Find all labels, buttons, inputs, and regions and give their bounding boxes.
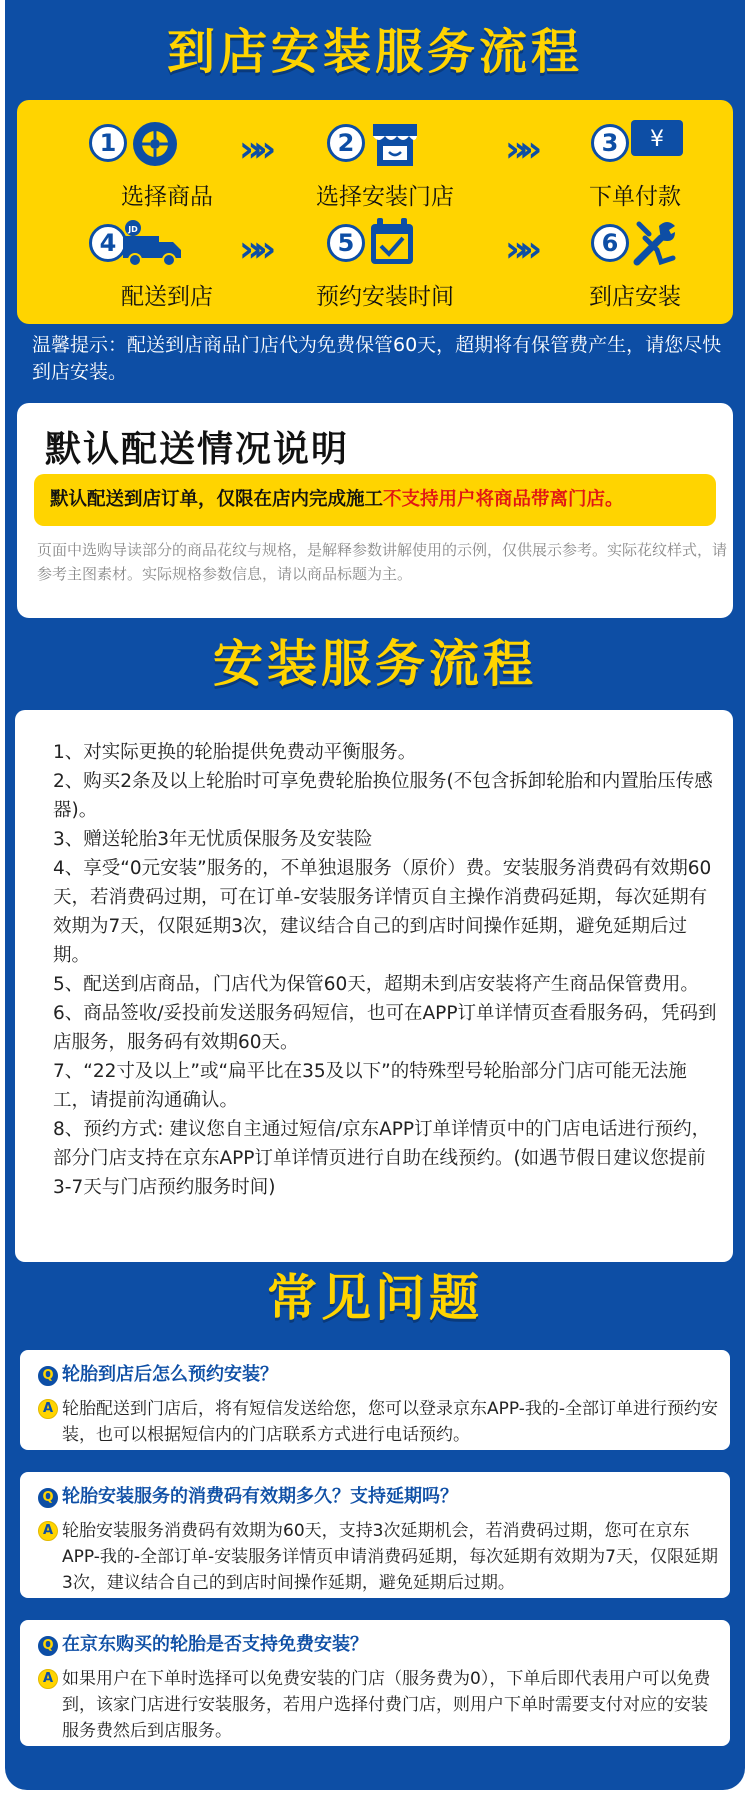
- faq-question: [38, 1632, 718, 1658]
- arrow-icon: »: [505, 129, 521, 170]
- page-title: 到店安装服务流程: [166, 24, 583, 80]
- faq-answer-text: 如果用户在下单时选择可以免费安装的门店（服务费为0），下单后即代表用户可以免费到，该家门店进行安装服务，若用户选择付费门店，则用户下单时需要支付对应的安装服务费然后到店服务。: [62, 1669, 711, 1741]
- question-badge-icon: Q: [38, 1366, 58, 1386]
- faq-item: [20, 1350, 730, 1450]
- tire-icon: [129, 118, 181, 170]
- faq-question: [38, 1484, 718, 1510]
- faq-item: [20, 1472, 730, 1598]
- arrow-icon: »: [519, 129, 535, 170]
- faq-answer: [38, 1666, 724, 1744]
- step-number: 1: [89, 124, 127, 162]
- tools-icon: [631, 218, 679, 266]
- question-badge-icon: Q: [38, 1488, 58, 1508]
- step-label: 下单付款: [589, 184, 681, 210]
- default-delivery-title: 默认配送情况说明: [45, 429, 350, 470]
- faq-question-text: 轮胎安装服务的消费码有效期多久？支持延期吗？: [62, 1486, 458, 1507]
- list-item: 5、配送到店商品，门店代为保管60天，超期未到店安装将产生商品保管费用。: [53, 974, 699, 995]
- default-delivery-card: [17, 403, 733, 618]
- list-item: 1、对实际更换的轮胎提供免费动平衡服务。: [53, 742, 417, 763]
- arrow-icon: »: [519, 229, 535, 270]
- list-item: 3、赠送轮胎3年无忧质保服务及安装险: [53, 829, 373, 850]
- store-icon: [369, 118, 421, 170]
- arrow-icon: »: [505, 229, 521, 270]
- step-payment: [525, 118, 745, 210]
- calendar-icon: [369, 218, 415, 266]
- jd-badge: JD: [128, 225, 138, 234]
- step-select-store: [275, 118, 495, 210]
- answer-badge-icon: A: [38, 1669, 58, 1689]
- default-delivery-note: 页面中选购导读部分的商品花纹与规格，是解释参数讲解使用的示例，仅供展示参考。实际花纹样式，请参考主图素材。实际规格参数信息，请以商品标题为主。: [37, 541, 728, 583]
- step-number: 3: [591, 124, 629, 162]
- faq-answer: [38, 1396, 724, 1448]
- faq-question: [38, 1362, 718, 1388]
- step-number: 4: [89, 224, 127, 262]
- answer-badge-icon: A: [38, 1521, 58, 1541]
- arrow-icon: »: [239, 129, 255, 170]
- step-install: [525, 218, 745, 310]
- storage-notice: 温馨提示：配送到店商品门店代为免费保管60天，超期将有保管费产生，请您尽快到店安装。: [32, 334, 722, 383]
- list-item: 4、享受“0元安装”服务的，不单独退服务（原价）费。安装服务消费码有效期60天，若消费码过期，可在订单-安装服务详情页自主操作消费码延期，每次延期有效期为7天，仅限延期3次，建议结合自己的到店时间操作延期，避免延期后过期。: [53, 858, 712, 966]
- arrow-icon: »: [253, 229, 269, 270]
- step-label: 选择商品: [121, 184, 213, 210]
- faq-answer-text: 轮胎安装服务消费码有效期为60天，支持3次延期机会，若消费码过期，您可在京东APP-我的-全部订单-安装服务详情页申请消费码延期，每次延期有效期为7天，仅限延期3次，建议结合自己的到店时间操作延期，避免延期后过期。: [62, 1521, 718, 1593]
- install-process-list: [53, 738, 717, 1202]
- arrow-icon: »: [253, 129, 269, 170]
- install-process-title: 安装服务流程: [213, 635, 537, 693]
- process-steps: [17, 100, 733, 324]
- banner-main-text: 默认配送到店订单，仅限在店内完成施工: [50, 489, 384, 510]
- list-item: 2、购买2条及以上轮胎时可享免费轮胎换位服务(不包含拆卸轮胎和内置胎压传感器)。: [53, 771, 713, 821]
- payment-icon: [631, 118, 683, 158]
- question-badge-icon: Q: [38, 1636, 58, 1656]
- list-item: 7、“22寸及以上”或“扁平比在35及以下”的特殊型号轮胎部分门店可能无法施工，请提前沟通确认。: [53, 1061, 687, 1111]
- step-label: 到店安装: [589, 284, 681, 310]
- step-appointment: [275, 218, 495, 310]
- faq-question-text: 轮胎到店后怎么预约安装？: [62, 1364, 278, 1385]
- step-number: 6: [591, 224, 629, 262]
- step-label: 配送到店: [121, 284, 213, 310]
- banner-warning-text: 不支持用户将商品带离门店。: [383, 489, 624, 510]
- truck-icon: [119, 218, 183, 268]
- answer-badge-icon: A: [38, 1399, 58, 1419]
- arrow-icon: »: [239, 229, 255, 270]
- list-item: 8、预约方式: 建议您自主通过短信/京东APP订单详情页中的门店电话进行预约，部分门店支持在京东APP订单详情页进行自助在线预约。(如遇节假日建议您提前3-7天与门店预约服务时间): [53, 1119, 711, 1198]
- faq-title: 常见问题: [267, 1269, 483, 1327]
- faq-answer: [38, 1518, 724, 1596]
- step-number: 2: [327, 124, 365, 162]
- faq-answer-text: 轮胎配送到门店后，将有短信发送给您，您可以登录京东APP-我的-全部订单进行预约安装，也可以根据短信内的门店联系方式进行电话预约。: [62, 1399, 719, 1445]
- step-label: 预约安装时间: [316, 284, 454, 310]
- default-delivery-banner: [34, 474, 716, 526]
- install-process-card: [15, 710, 733, 1262]
- faq-item: [20, 1620, 730, 1746]
- faq-question-text: 在京东购买的轮胎是否支持免费安装？: [62, 1634, 368, 1655]
- list-item: 6、商品签收/妥投前发送服务码短信，也可在APP订单详情页查看服务码，凭码到店服务，服务码有效期60天。: [53, 1003, 717, 1053]
- yen-symbol: ¥: [650, 127, 664, 152]
- step-label: 选择安装门店: [316, 184, 454, 210]
- step-number: 5: [327, 224, 365, 262]
